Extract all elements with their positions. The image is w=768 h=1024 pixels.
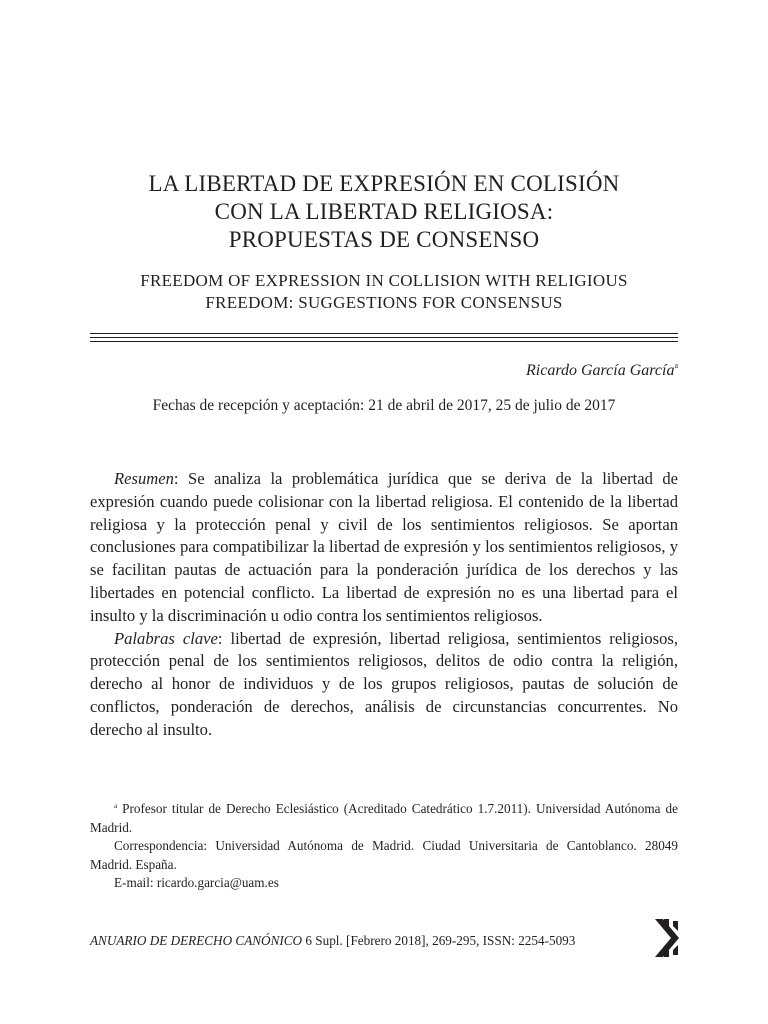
footnote-correspondence: Correspondencia: Universidad Autónoma de Madrid. Ciudad Universitaria de Cantoblanco. 28049 Madrid. España. (90, 838, 678, 872)
footnote-affiliation (90, 797, 678, 837)
title-divider-bottom (90, 341, 678, 342)
author (526, 356, 678, 381)
affiliation-text: Profesor titular de Derecho Eclesiástico (Acreditado Catedrático 1.7.2011). Universidad Autónoma de Madrid. (90, 801, 678, 835)
keywords-label: Palabras clave (114, 628, 218, 648)
title-divider-middle (90, 337, 678, 338)
title-line: FREEDOM: SUGGESTIONS FOR CONSENSUS (205, 293, 563, 312)
keywords-paragraph (90, 628, 678, 742)
footnotes (90, 797, 678, 893)
title-line: CON LA LIBERTAD RELIGIOSA: (214, 199, 554, 224)
footnote-email: E-mail: ricardo.garcia@uam.es (114, 875, 279, 891)
journal-logo-icon (654, 918, 680, 958)
journal-details: 6 Supl. [Febrero 2018], 269-295, ISSN: 2254-5093 (302, 933, 576, 948)
title-line: PROPUESTAS DE CONSENSO (228, 227, 540, 252)
journal-footer (90, 932, 575, 950)
author-name: Ricardo García García (526, 362, 675, 379)
reception-dates: Fechas de recepción y aceptación: 21 de abril de 2017, 25 de julio de 2017 (152, 397, 616, 414)
title-spanish (0, 170, 768, 254)
abstract-section (90, 468, 678, 742)
footnote-mark: a (114, 802, 118, 810)
abstract-label: Resumen (114, 469, 174, 488)
title-line: LA LIBERTAD DE EXPRESIÓN EN COLISIÓN (148, 171, 620, 196)
abstract-paragraph (90, 468, 678, 628)
keywords-text: : libertad de expresión, libertad religiosa, sentimientos religiosos, protección penal de los sentimientos religiosos, delitos de odio contra la religión, derecho al honor de individuos y de los grupos religiosos, pautas de solución de conflictos, ponderación de derechos, análisis de circunstancias concurrentes. No derecho al insulto. (90, 628, 678, 739)
author-footnote-mark: a (674, 361, 678, 370)
abstract-text: : Se analiza la problemática jurídica que se deriva de la libertad de expresión cuando puede colisionar con la libertad religiosa. El contenido de la libertad religiosa y la protección penal y civil de los sentimientos religiosos. Se aportan conclusiones para compatibilizar la libertad de expresión y los sentimientos religiosos, y se facilitan pautas de actuación para la ponderación jurídica de los derechos y las libertades en potencial conflicto. La libertad de expresión no es una libertad para el insulto y la discriminación u odio contra los sentimientos religiosos. (90, 469, 678, 625)
title-line: FREEDOM OF EXPRESSION IN COLLISION WITH RELIGIOUS (140, 271, 628, 290)
title-divider-top (90, 333, 678, 334)
title-english (0, 270, 768, 314)
journal-name: ANUARIO DE DERECHO CANÓNICO (90, 933, 303, 948)
